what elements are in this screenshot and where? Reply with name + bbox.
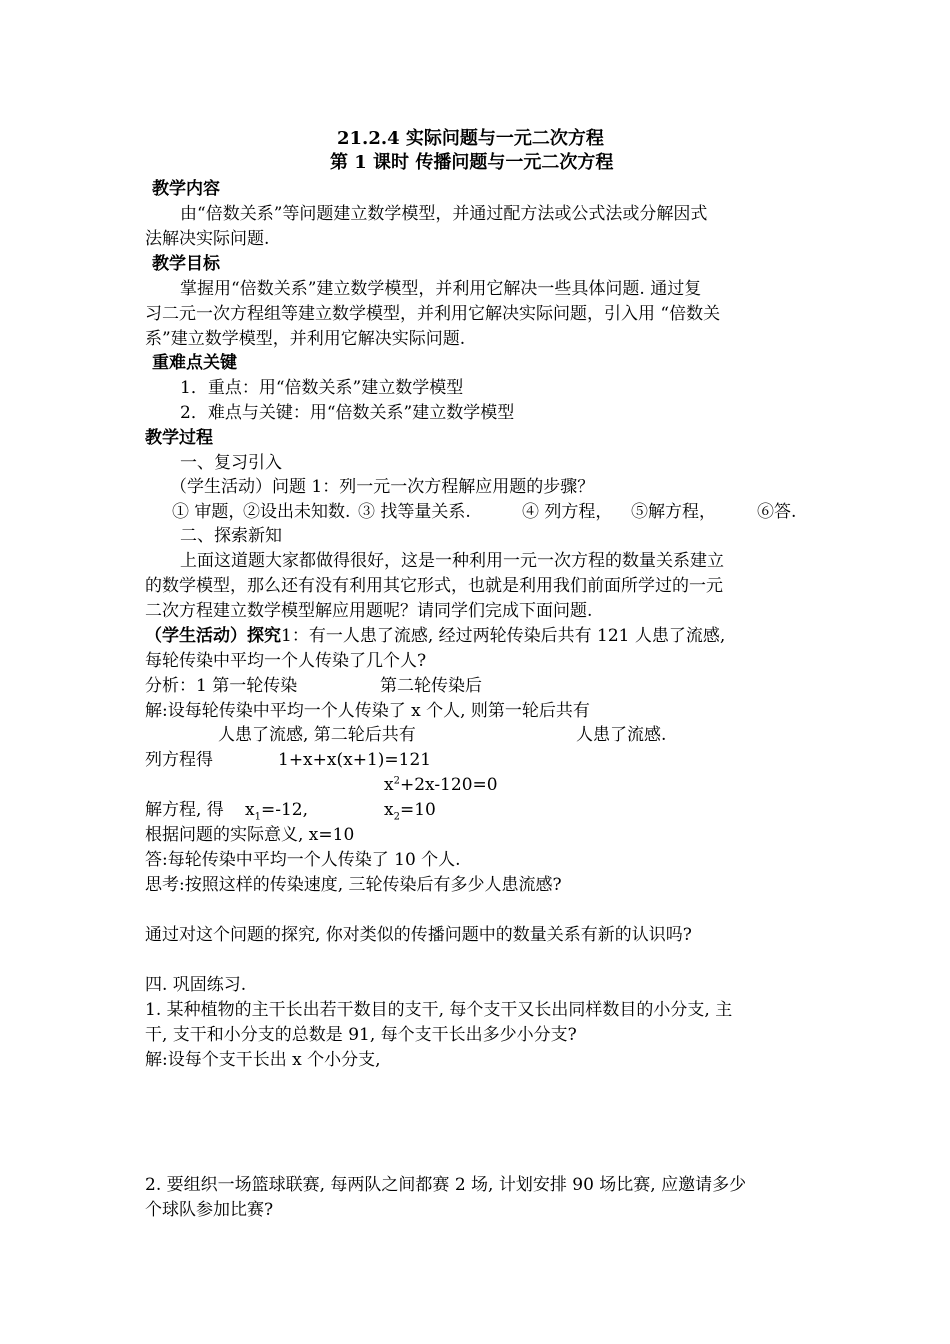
equation-label: 列方程得 [145, 750, 213, 770]
explore-problem-line [145, 625, 725, 647]
solution-line: 根据问题的实际意义, x=10 [145, 825, 355, 845]
root-value: $x_1=-12$, [245, 800, 308, 823]
practice-solution: 解:设每个支干长出 x 个小分支, [145, 1050, 381, 1070]
paragraph-line: 法解决实际问题. [145, 229, 270, 249]
paragraph-line: 二次方程建立数学模型解应用题呢？请同学们完成下面问题. [145, 601, 593, 621]
explore-text: 1：有一人患了流感, 经过两轮传染后共有 121 人患了流感, [281, 626, 726, 646]
root-value: $x_2=10$ [384, 800, 436, 823]
document-title: 21.2.4 实际问题与一元二次方程 [337, 128, 604, 149]
paragraph-line: 掌握用“倍数关系”建立数学模型，并利用它解决一些具体问题. 通过复 [180, 279, 702, 299]
section-heading-content: 教学内容 [152, 179, 220, 199]
practice-question: 个球队参加比赛? [145, 1200, 274, 1220]
solution-line: 解:设每轮传染中平均一个人传染了 x 个人, 则第一轮后共有 [145, 701, 590, 721]
lesson-subtitle: 第 1 课时 传播问题与一元二次方程 [330, 152, 614, 173]
step-list-item: ⑤解方程， [631, 502, 716, 522]
solution-line: 人患了流感. [576, 725, 667, 745]
section-heading-goals: 教学目标 [152, 254, 220, 274]
step-heading: 一、复习引入 [180, 453, 282, 473]
practice-heading: 四. 巩固练习. [145, 975, 247, 995]
explore-label: （学生活动）探究 [145, 626, 281, 646]
paragraph-line: 系”建立数学模型，并利用它解决实际问题. [145, 329, 466, 349]
step-list-item: ⑥答. [757, 502, 797, 522]
paragraph-line: 由“倍数关系”等问题建立数学模型，并通过配方法或公式法或分解因式 [180, 204, 708, 224]
section-heading-key-points: 重难点关键 [152, 353, 237, 373]
step-list-item: ① 审题， [172, 502, 246, 522]
equation: $x^2+2x-120=0$ [384, 775, 498, 795]
paragraph-line: 的数学模型，那么还有没有利用其它形式，也就是利用我们前面所学过的一元 [145, 576, 723, 596]
question-line: （学生活动）问题 1：列一元一次方程解应用题的步骤？ [170, 477, 595, 497]
step-list-item: ②设出未知数. [243, 502, 351, 522]
think-question: 思考:按照这样的传染速度, 三轮传染后有多少人患流感? [145, 875, 562, 895]
practice-question: 2. 要组织一场篮球联赛, 每两队之间都赛 2 场, 计划安排 90 场比赛, 应邀请多少 [145, 1175, 747, 1195]
solution-line: 人患了流感, 第二轮后共有 [218, 725, 416, 745]
practice-question: 干, 支干和小分支的总数是 91, 每个支干长出多少小分支? [145, 1025, 577, 1045]
analysis-label: 第二轮传染后 [380, 676, 482, 696]
section-heading-process: 教学过程 [145, 428, 213, 448]
step-list-item: ③ 找等量关系. [358, 502, 471, 522]
reflection-question: 通过对这个问题的探究, 你对类似的传播问题中的数量关系有新的认识吗? [145, 925, 692, 945]
paragraph-line: 习二元一次方程组等建立数学模型，并利用它解决实际问题，引入用 “倍数关 [145, 304, 721, 324]
list-item: 1．重点：用“倍数关系”建立数学模型 [180, 378, 464, 398]
analysis-label: 分析：1 第一轮传染 [145, 676, 298, 696]
practice-question: 1. 某种植物的主干长出若干数目的支干, 每个支干又长出同样数目的小分支, 主 [145, 1000, 733, 1020]
answer-line: 答:每轮传染中平均一个人传染了 10 个人. [145, 850, 461, 870]
equation: 1+x+x(x+1)=121 [278, 750, 432, 770]
solve-label: 解方程, 得 [145, 800, 224, 820]
step-heading: 二、探索新知 [180, 526, 282, 546]
paragraph-line: 上面这道题大家都做得很好，这是一种利用一元一次方程的数量关系建立 [180, 551, 724, 571]
step-list-item: ④ 列方程， [522, 502, 613, 522]
explore-problem-line: 每轮传染中平均一个人传染了几个人? [145, 651, 427, 671]
list-item: 2．难点与关键：用“倍数关系”建立数学模型 [180, 403, 515, 423]
